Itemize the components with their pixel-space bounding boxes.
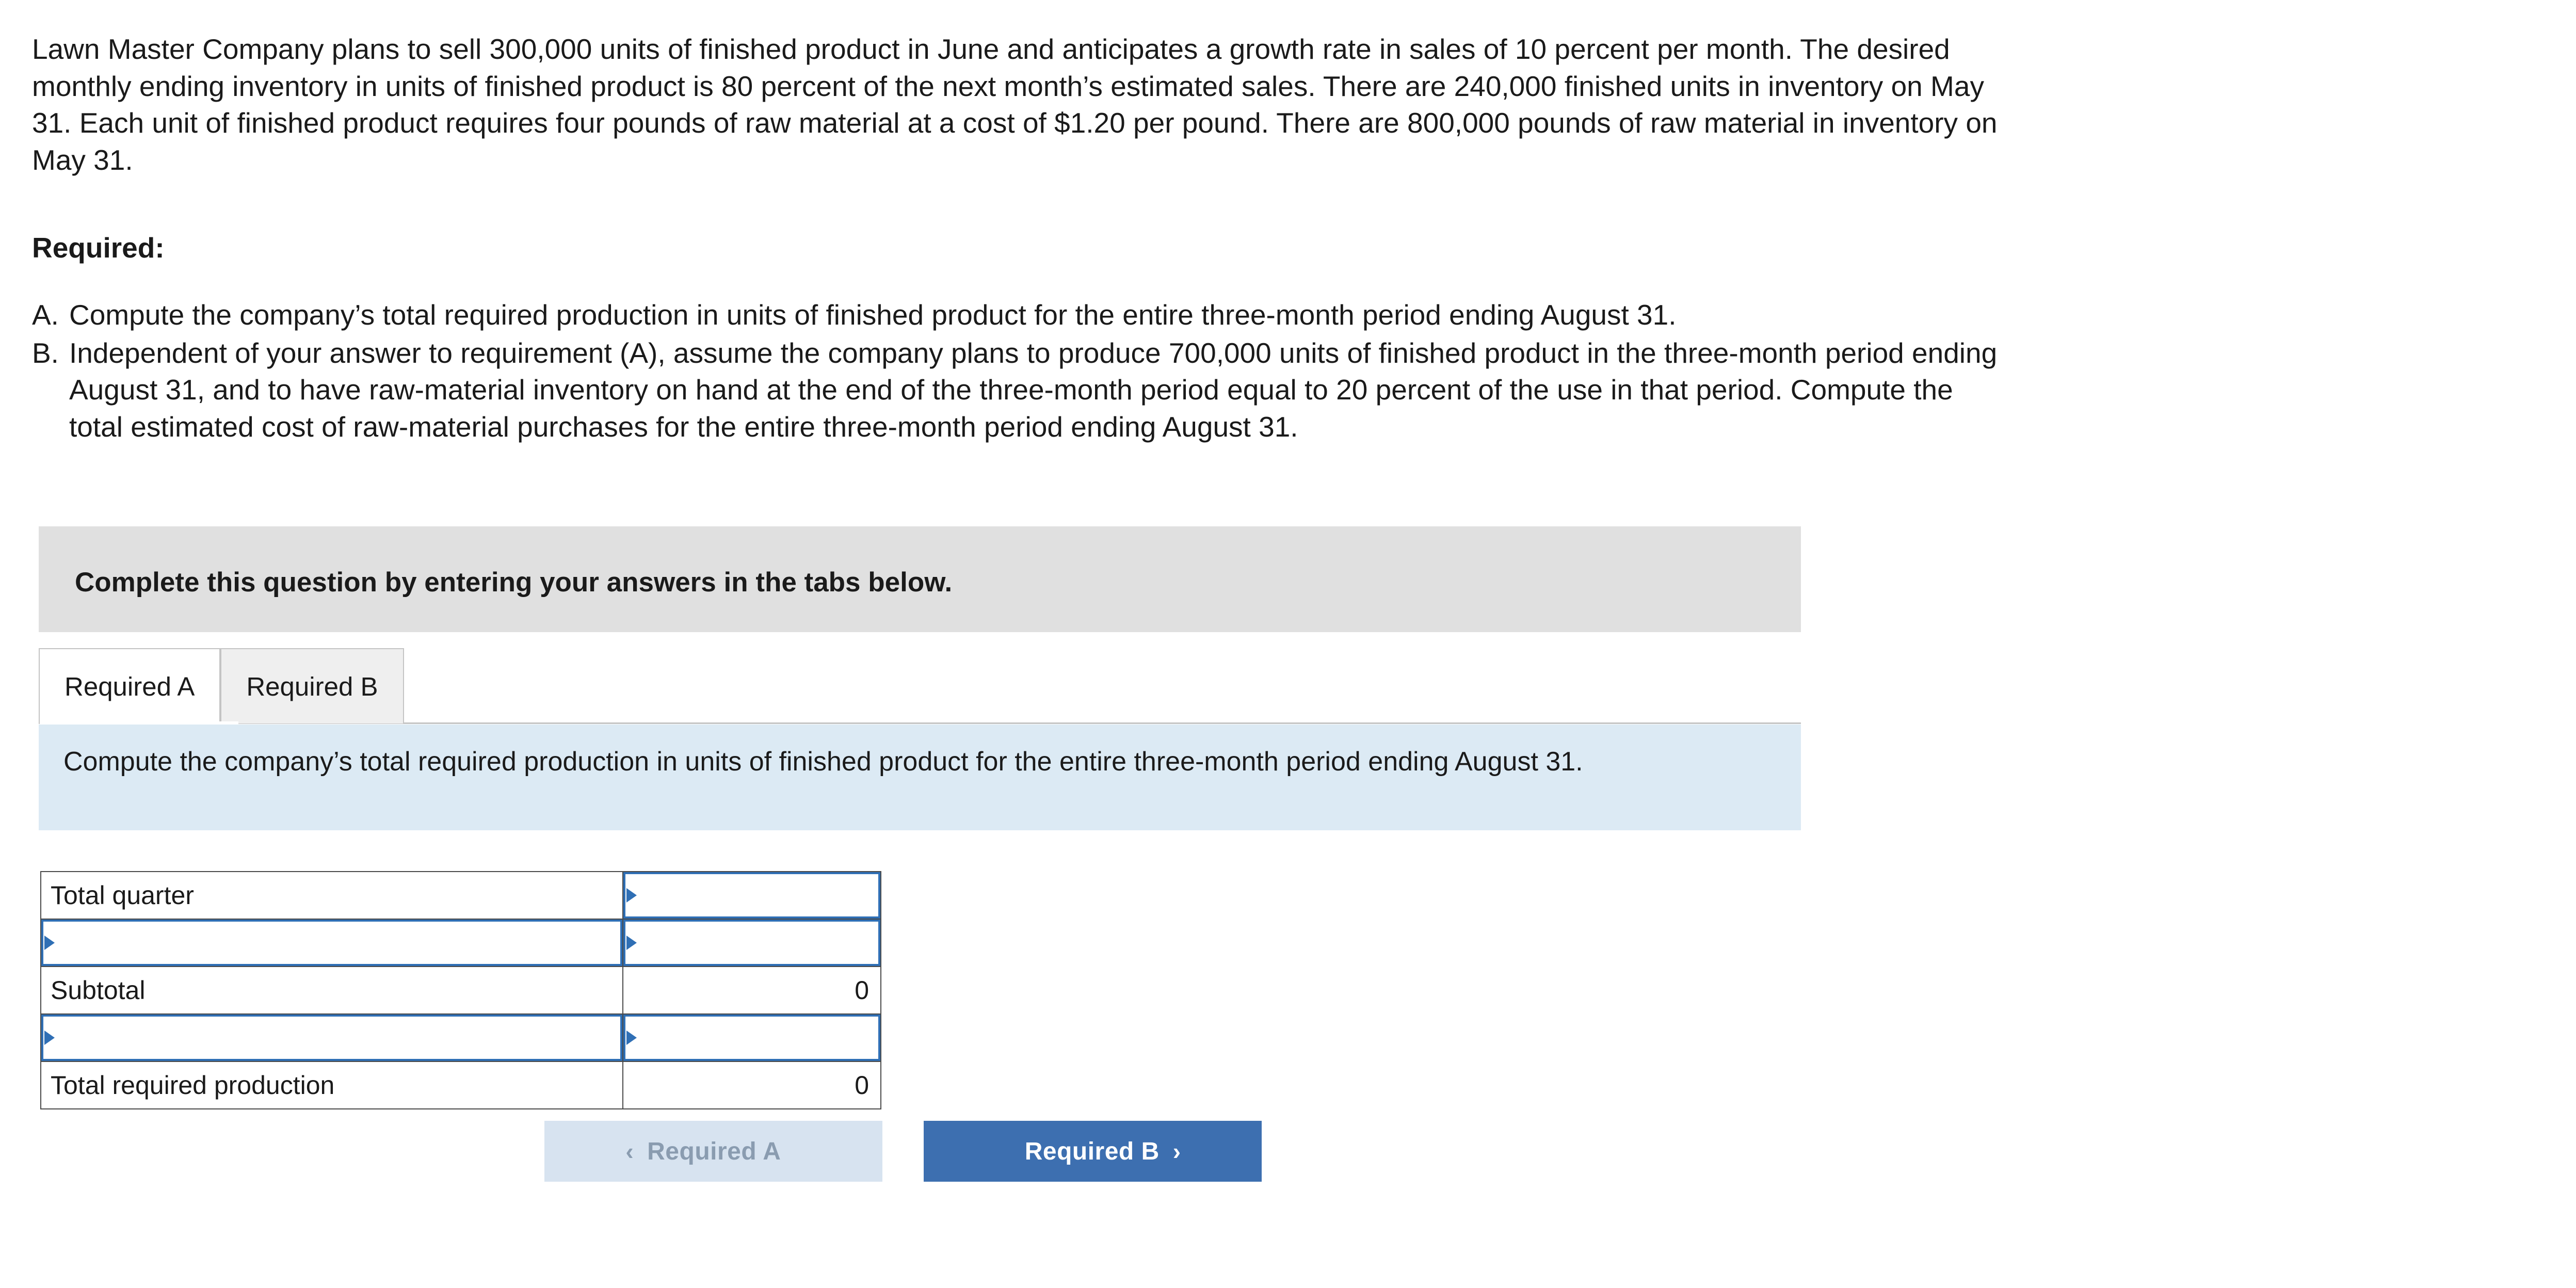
- row-value-cell[interactable]: [623, 872, 881, 919]
- navigation-row: [544, 1121, 1267, 1183]
- requirement-b-letter: B.: [32, 336, 59, 369]
- row-value-cell: [623, 967, 881, 1014]
- requirement-a-letter: A.: [32, 299, 59, 331]
- instructions-banner: [39, 526, 1801, 632]
- amount-input[interactable]: [623, 1015, 880, 1061]
- next-required-b-button[interactable]: [924, 1121, 1262, 1182]
- requirement-instruction-panel: [39, 725, 1801, 830]
- requirement-b: [32, 335, 2003, 446]
- tab-strip: [39, 648, 404, 723]
- row-label: Total quarter: [51, 881, 194, 910]
- row-value: 0: [855, 976, 869, 1005]
- requirement-a: [32, 297, 2003, 334]
- input-caret-icon: [626, 936, 637, 950]
- requirements-list: [32, 297, 2003, 446]
- row-label: Subtotal: [51, 976, 146, 1005]
- required-heading: Required:: [32, 232, 165, 264]
- chevron-right-icon: ›: [1172, 1138, 1181, 1165]
- answer-table: [40, 871, 881, 1109]
- table-row: [41, 967, 881, 1014]
- instructions-banner-text: Complete this question by entering your answers in the tabs below.: [75, 567, 953, 598]
- table-row: [41, 1014, 881, 1061]
- active-tab-joint: [40, 721, 238, 725]
- requirement-b-text: Independent of your answer to requirement (A), assume the company plans to produce 700,000 units of finished product in the three-month period ending August 31, and to have raw-material inventory on hand at the end of the three-month period equal to 20 percent of the use in that period. Compute the total estimated cost of raw-material purchases for the entire three-month period ending August 31.: [69, 336, 1998, 443]
- tab-required-a-label: Required A: [65, 671, 195, 701]
- input-caret-icon: [44, 1031, 55, 1045]
- row-label-cell: [41, 1061, 623, 1109]
- table-row: [41, 1061, 881, 1109]
- label-input[interactable]: [41, 1015, 622, 1061]
- row-label-cell: [41, 872, 623, 919]
- tab-required-b[interactable]: [220, 648, 404, 723]
- table-row: [41, 919, 881, 967]
- row-value-cell: [623, 1061, 881, 1109]
- prev-required-a-button[interactable]: [544, 1121, 882, 1182]
- row-label-cell[interactable]: [41, 1014, 623, 1061]
- prev-button-label: Required A: [647, 1137, 781, 1165]
- label-input[interactable]: [41, 920, 622, 966]
- row-value: 0: [855, 1071, 869, 1100]
- row-value-cell[interactable]: [623, 919, 881, 967]
- tab-required-a[interactable]: [39, 648, 220, 723]
- input-caret-icon: [626, 888, 637, 903]
- row-label-cell[interactable]: [41, 919, 623, 967]
- table-row: [41, 872, 881, 919]
- amount-input[interactable]: [623, 920, 880, 966]
- requirement-instruction-text: Compute the company’s total required production in units of finished product for the entire three-month period ending August 31.: [63, 747, 1583, 777]
- row-label-cell: [41, 967, 623, 1014]
- input-caret-icon: [44, 936, 55, 950]
- tab-required-b-label: Required B: [246, 671, 378, 701]
- chevron-left-icon: ‹: [625, 1138, 634, 1165]
- problem-statement: Lawn Master Company plans to sell 300,000 units of finished product in June and anticipates a growth rate in sales of 10 percent per month. The desired monthly ending inventory in units of finished product is 80 percent of the next month’s estimated sales. There are 240,000 finished units in inventory on May 31. Each unit of finished product requires four pounds of raw material at a cost of $1.20 per pound. There are 800,000 pounds of raw material in inventory on May 31.: [32, 33, 1998, 176]
- row-value-cell[interactable]: [623, 1014, 881, 1061]
- amount-input[interactable]: [623, 872, 880, 919]
- requirement-a-text: Compute the company’s total required production in units of finished product for the entire three-month period ending August 31.: [69, 299, 1677, 331]
- input-caret-icon: [626, 1031, 637, 1045]
- row-label: Total required production: [51, 1071, 335, 1100]
- next-button-label: Required B: [1024, 1137, 1160, 1165]
